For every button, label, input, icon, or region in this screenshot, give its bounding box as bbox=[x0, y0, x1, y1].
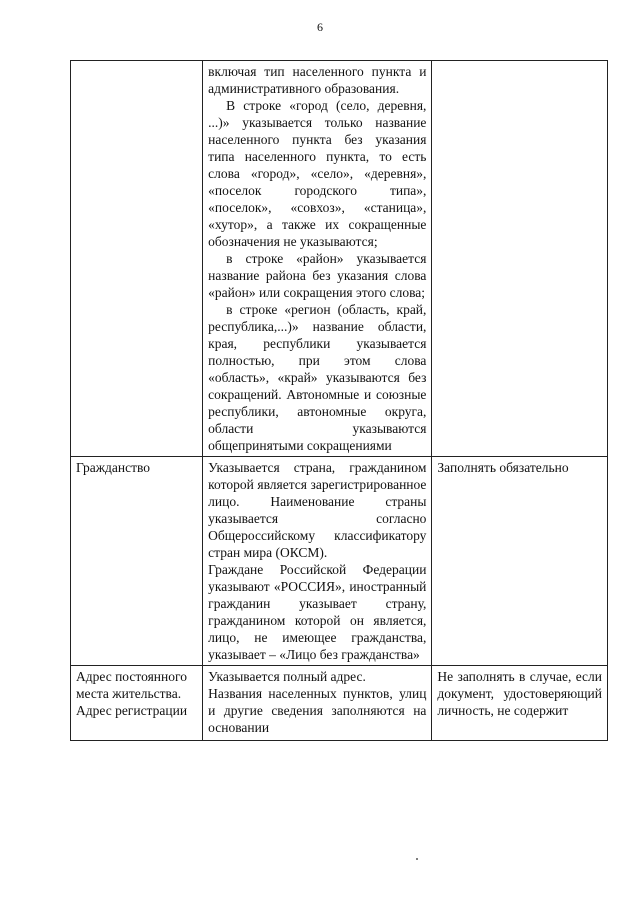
description-paragraph: в строке «район» указывается название района без указания слова «район» или сокращения этого слова; bbox=[208, 251, 427, 300]
field-line: Адрес регистрации bbox=[76, 703, 188, 718]
field-cell bbox=[71, 666, 203, 741]
field-line: Адрес постоянного места жительства. bbox=[76, 669, 187, 701]
note-cell bbox=[432, 61, 608, 457]
note-cell: Заполнять обязательно bbox=[432, 457, 608, 666]
description-paragraph: Указывается полный адрес. bbox=[208, 669, 366, 684]
document-table bbox=[70, 60, 608, 741]
description-paragraph: В строке «город (село, деревня, ...)» указывается только название населенного пункта без указания типа населенного пункта, то есть слова «город», «село», «деревня», «поселок городского типа», «поселок», «совхоз», «станица», «хутор», а также их сокращенные обозначения не указываются; bbox=[208, 98, 427, 249]
description-paragraph: в строке «регион (область, край, республика,...)» название области, края, республики указывается полностью, при этом слова «область», «край» указываются без сокращений. Автономные и союзные республики, автономные округа, области указываются общепринятыми сокращениями bbox=[208, 302, 427, 453]
field-cell bbox=[71, 61, 203, 457]
page-number: 6 bbox=[317, 20, 323, 34]
description-paragraph: включая тип населенного пункта и административного образования. bbox=[208, 64, 427, 96]
description-paragraph: Указывается страна, гражданином которой является зарегистрированное лицо. Наименование страны указывается согласно Общероссийскому классификатору стран мира (ОКСМ). bbox=[208, 460, 427, 560]
description-cell bbox=[203, 61, 432, 457]
table-row bbox=[71, 457, 608, 666]
table-row bbox=[71, 61, 608, 457]
scan-speck bbox=[416, 858, 418, 860]
note-cell: Не заполнять в случае, если документ, удостоверяющий личность, не содержит bbox=[432, 666, 608, 741]
field-cell: Гражданство bbox=[71, 457, 203, 666]
table-row bbox=[71, 666, 608, 741]
description-cell bbox=[203, 666, 432, 741]
description-paragraph: Граждане Российской Федерации указывают «РОССИЯ», иностранный гражданин указывает страну, гражданином которой он является, лицо, не имеющее гражданства, указывает – «Лицо без гражданства» bbox=[208, 562, 427, 662]
description-cell bbox=[203, 457, 432, 666]
description-paragraph: Названия населенных пунктов, улиц и другие сведения заполняются на основании bbox=[208, 686, 427, 735]
